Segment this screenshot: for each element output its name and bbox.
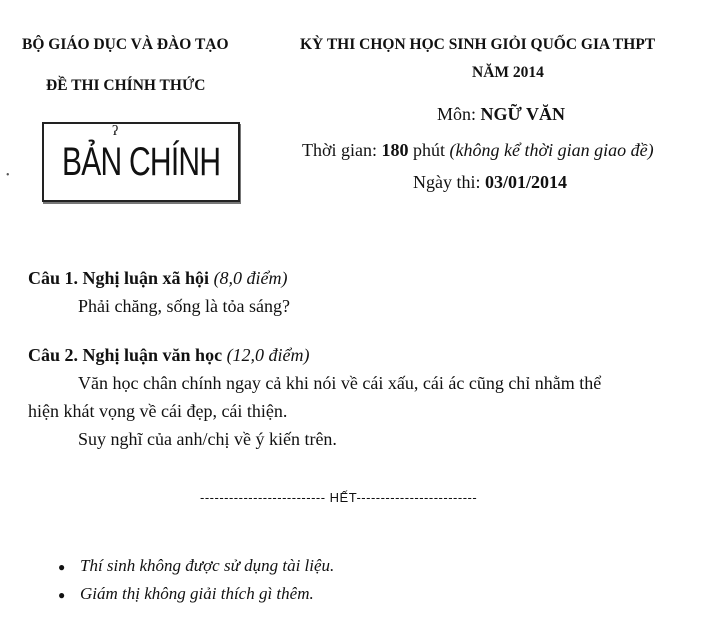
note-2: Giám thị không giải thích gì thêm. bbox=[80, 584, 314, 603]
question-1-points: (8,0 điểm) bbox=[213, 268, 288, 288]
time-unit: phút bbox=[408, 140, 450, 160]
end-marker: -------------------------- HẾT------------------------- bbox=[200, 490, 478, 505]
date-label: Ngày thi: bbox=[413, 172, 485, 192]
question-2-points: (12,0 điểm) bbox=[226, 345, 310, 365]
question-2-line-2: hiện khát vọng về cái đẹp, cái thiện. bbox=[28, 401, 288, 421]
time-label: Thời gian: bbox=[302, 140, 382, 160]
exam-year: NĂM 2014 bbox=[472, 64, 544, 81]
question-2-heading bbox=[28, 345, 310, 366]
date-line bbox=[413, 172, 567, 193]
note-1: Thí sinh không được sử dụng tài liệu. bbox=[80, 556, 335, 575]
subject-value: NGỮ VĂN bbox=[480, 104, 566, 124]
question-1-prompt: Phải chăng, sống là tỏa sáng? bbox=[78, 296, 290, 316]
question-2-title: Câu 2. Nghị luận văn học bbox=[28, 345, 227, 365]
stamp-mark: ʔ bbox=[112, 124, 119, 139]
question-2-line-1: Văn học chân chính ngay cả khi nói về cái xấu, cái ác cũng chỉ nhằm thể bbox=[78, 373, 602, 393]
official-exam-label: ĐỀ THI CHÍNH THỨC bbox=[46, 77, 206, 94]
time-note: (không kể thời gian giao đề) bbox=[449, 140, 654, 160]
bullet-icon: ● bbox=[58, 560, 66, 574]
question-1-title: Câu 1. Nghị luận xã hội bbox=[28, 268, 214, 288]
bullet-icon: ● bbox=[58, 588, 66, 602]
question-2-line-3: Suy nghĩ của anh/chị về ý kiến trên. bbox=[78, 429, 337, 449]
date-value: 03/01/2014 bbox=[485, 172, 568, 192]
scan-dot: • bbox=[6, 170, 10, 181]
subject-label: Môn: bbox=[437, 104, 481, 124]
exam-title: KỲ THI CHỌN HỌC SINH GIỎI QUỐC GIA THPT bbox=[300, 36, 656, 53]
subject-line bbox=[437, 104, 565, 125]
ministry-name: BỘ GIÁO DỤC VÀ ĐÀO TẠO bbox=[22, 36, 229, 53]
original-copy-stamp: BẢN CHÍNH bbox=[62, 140, 221, 184]
question-1-heading bbox=[28, 268, 288, 289]
time-line bbox=[302, 140, 654, 161]
time-value: 180 bbox=[381, 140, 409, 160]
